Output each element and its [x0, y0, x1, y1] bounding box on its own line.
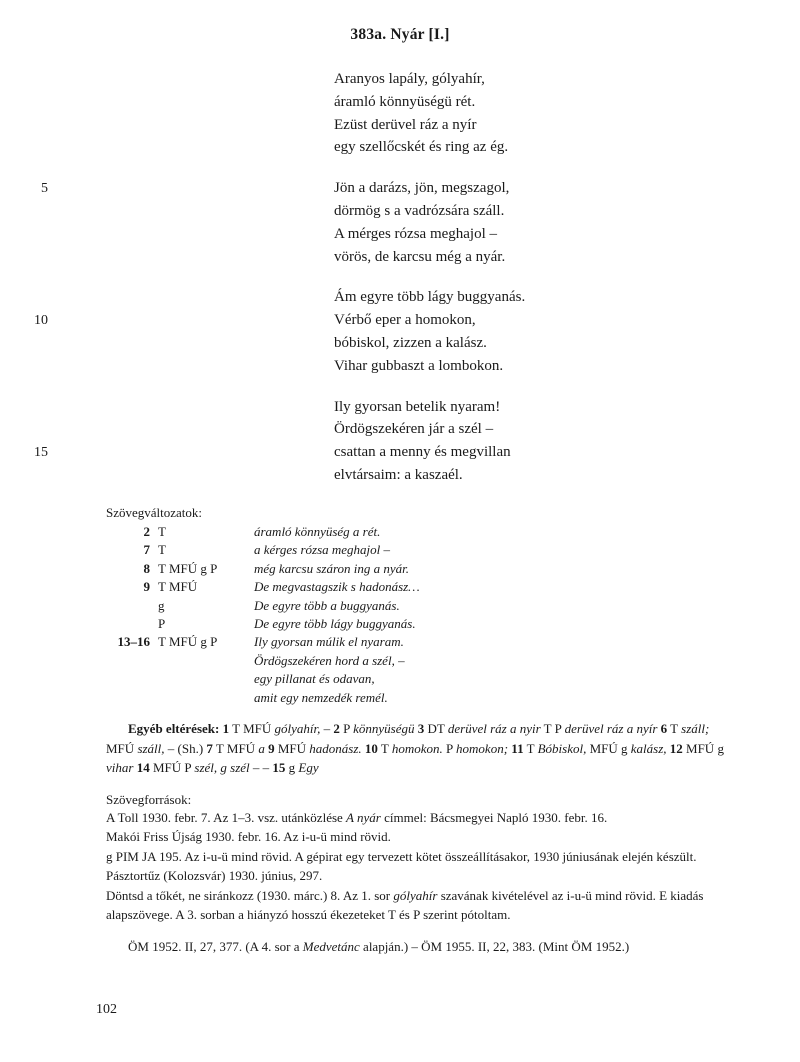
source-line: g PIM JA 195. Az i-u-ü mind rövid. A gépirat egy tervezett kötet összeállításakor, 1930 júniusának elején készült.: [106, 848, 697, 864]
variant-row: [0, 689, 800, 707]
variant-source: T MFÚ: [158, 579, 198, 595]
variant-text: még karcsu száron ing a nyár.: [254, 560, 410, 576]
verse-line: [0, 441, 800, 464]
stanza: [0, 396, 800, 487]
variant-text: De egyre több a buggyanás.: [254, 597, 400, 613]
verse-text: vörös, de karcsu még a nyár.: [334, 248, 506, 265]
verse-line: [0, 114, 800, 137]
variant-source: T: [158, 542, 166, 558]
verse-text: Jön a darázs, jön, megszagol,: [334, 180, 510, 197]
variant-source: T MFÚ g P: [158, 634, 218, 650]
other-differences-label: Egyéb eltérések:: [128, 721, 220, 737]
verse-text: Ám egyre több lágy buggyanás.: [334, 289, 526, 306]
verse-line: [0, 177, 800, 200]
verse-number: 15: [34, 445, 48, 461]
variant-row: [0, 670, 800, 688]
stanza: [0, 68, 800, 159]
sources-label-text: Szövegforrások:: [106, 791, 192, 807]
verse-text: dörmög s a vadrózsára száll.: [334, 202, 505, 219]
variant-source: P: [158, 616, 166, 632]
sources-label: [0, 792, 800, 808]
variant-row: [0, 541, 800, 559]
verse-line: [0, 68, 800, 91]
verse-text: áramló könnyüségü rét.: [334, 93, 476, 110]
variant-line-number: 9: [143, 579, 150, 595]
page-title: 383a. Nyár [I.]: [350, 26, 450, 43]
variant-text: a kérges rózsa meghajol –: [254, 542, 391, 558]
variant-row: [0, 615, 800, 633]
other-differences-text: 1 T MFÚ gólyahír, – 2 P könnyüségü 3 DT derüvel ráz a nyir T P derüvel ráz a nyír 6 T száll; MFÚ száll, – (Sh.) 7 T MFÚ a 9 MFÚ hadonász. 10 T homokon. P homokon; 11 T Bóbiskol, MFÚ g kalász, 12 MFÚ g vihar 14 MFÚ P szél, g szél – – 15 g Egy: [106, 721, 724, 776]
verse-text: Vérbő eper a homokon,: [334, 312, 476, 329]
page-number: 102: [96, 1002, 117, 1017]
verse-line: [0, 464, 800, 487]
variant-row: [0, 578, 800, 596]
verse-text: Aranyos lapály, gólyahír,: [334, 71, 485, 87]
verse-line: [0, 223, 800, 246]
variant-row: [0, 652, 800, 670]
variant-line-number: 7: [143, 542, 150, 558]
variant-text: De egyre több lágy buggyanás.: [254, 616, 416, 632]
edition-note: ÖM 1952. II, 27, 377. (A 4. sor a Medvetánc alapján.) – ÖM 1955. II, 22, 383. (Mint ÖM 1952.): [128, 938, 630, 954]
verse-text: csattan a menny és megvillan: [334, 444, 511, 461]
source-line: Makói Friss Újság 1930. febr. 16. Az i-u-ü mind rövid.: [106, 829, 391, 845]
variant-line-number: 13–16: [117, 634, 150, 650]
source-line: Döntsd a tőkét, ne siránkozz (1930. márc.) 8. Az 1. sor gólyahír szavának kivételével az i-u-ü mind rövid. E kiadás alapszövege. A 3. sorban a hiányzó hosszú ékezeteket T és P szerint pótoltam.: [106, 887, 704, 923]
variant-text: áramló könnyüség a rét.: [254, 523, 381, 539]
other-differences-paragraph: [0, 719, 800, 778]
variant-row: [0, 523, 800, 541]
verse-text: elvtársaim: a kaszaél.: [334, 466, 463, 483]
variant-text: Ördögszekéren hord a szél, –: [254, 652, 405, 668]
verse-line: [0, 396, 800, 419]
variant-text: amit egy nemzedék remél.: [254, 689, 388, 705]
verse-line: [0, 309, 800, 332]
verse-text: Ily gyorsan betelik nyaram!: [334, 398, 501, 415]
verse-line: [0, 136, 800, 159]
verse-line: [0, 332, 800, 355]
document-page: [0, 26, 800, 1062]
variant-source: g: [158, 597, 165, 613]
source-line: A Toll 1930. febr. 7. Az 1–3. vsz. utánközlése A nyár címmel: Bácsmegyei Napló 1930. febr. 16.: [106, 809, 608, 825]
variant-line-number: 8: [143, 560, 150, 576]
variant-line-number: 2: [143, 523, 150, 539]
verse-number: 10: [34, 313, 48, 329]
verse-text: egy szellőcskét és ring az ég.: [334, 139, 509, 156]
verse-text: A mérges rózsa meghajol –: [334, 225, 498, 242]
variant-source: T: [158, 523, 166, 539]
stanza: [0, 286, 800, 377]
verse-line: [0, 418, 800, 441]
verse-line: [0, 286, 800, 309]
poem-body: [0, 68, 800, 487]
variant-text: De megvastagszik s hadonász…: [254, 579, 420, 595]
variant-text: Ily gyorsan múlik el nyaram.: [254, 634, 404, 650]
variants-label: Szövegváltozatok:: [106, 504, 203, 520]
verse-text: Ezüst derüvel ráz a nyír: [334, 116, 477, 133]
stanza: [0, 177, 800, 268]
verse-text: Ördögszekéren jár a szél –: [334, 421, 494, 438]
verse-text: Vihar gubbaszt a lombokon.: [334, 357, 504, 374]
variant-source: T MFÚ g P: [158, 560, 218, 576]
variant-text: egy pillanat és odavan,: [254, 671, 375, 687]
variant-row: [0, 597, 800, 615]
variants-section: [0, 505, 800, 708]
verse-line: [0, 91, 800, 114]
verse-number: 5: [41, 181, 48, 197]
source-line: Pásztortűz (Kolozsvár) 1930. június, 297.: [106, 868, 323, 884]
verse-line: [0, 355, 800, 378]
variant-row: [0, 560, 800, 578]
verse-line: [0, 200, 800, 223]
variant-row: [0, 633, 800, 651]
verse-line: [0, 246, 800, 269]
verse-text: bóbiskol, zizzen a kalász.: [334, 334, 487, 351]
